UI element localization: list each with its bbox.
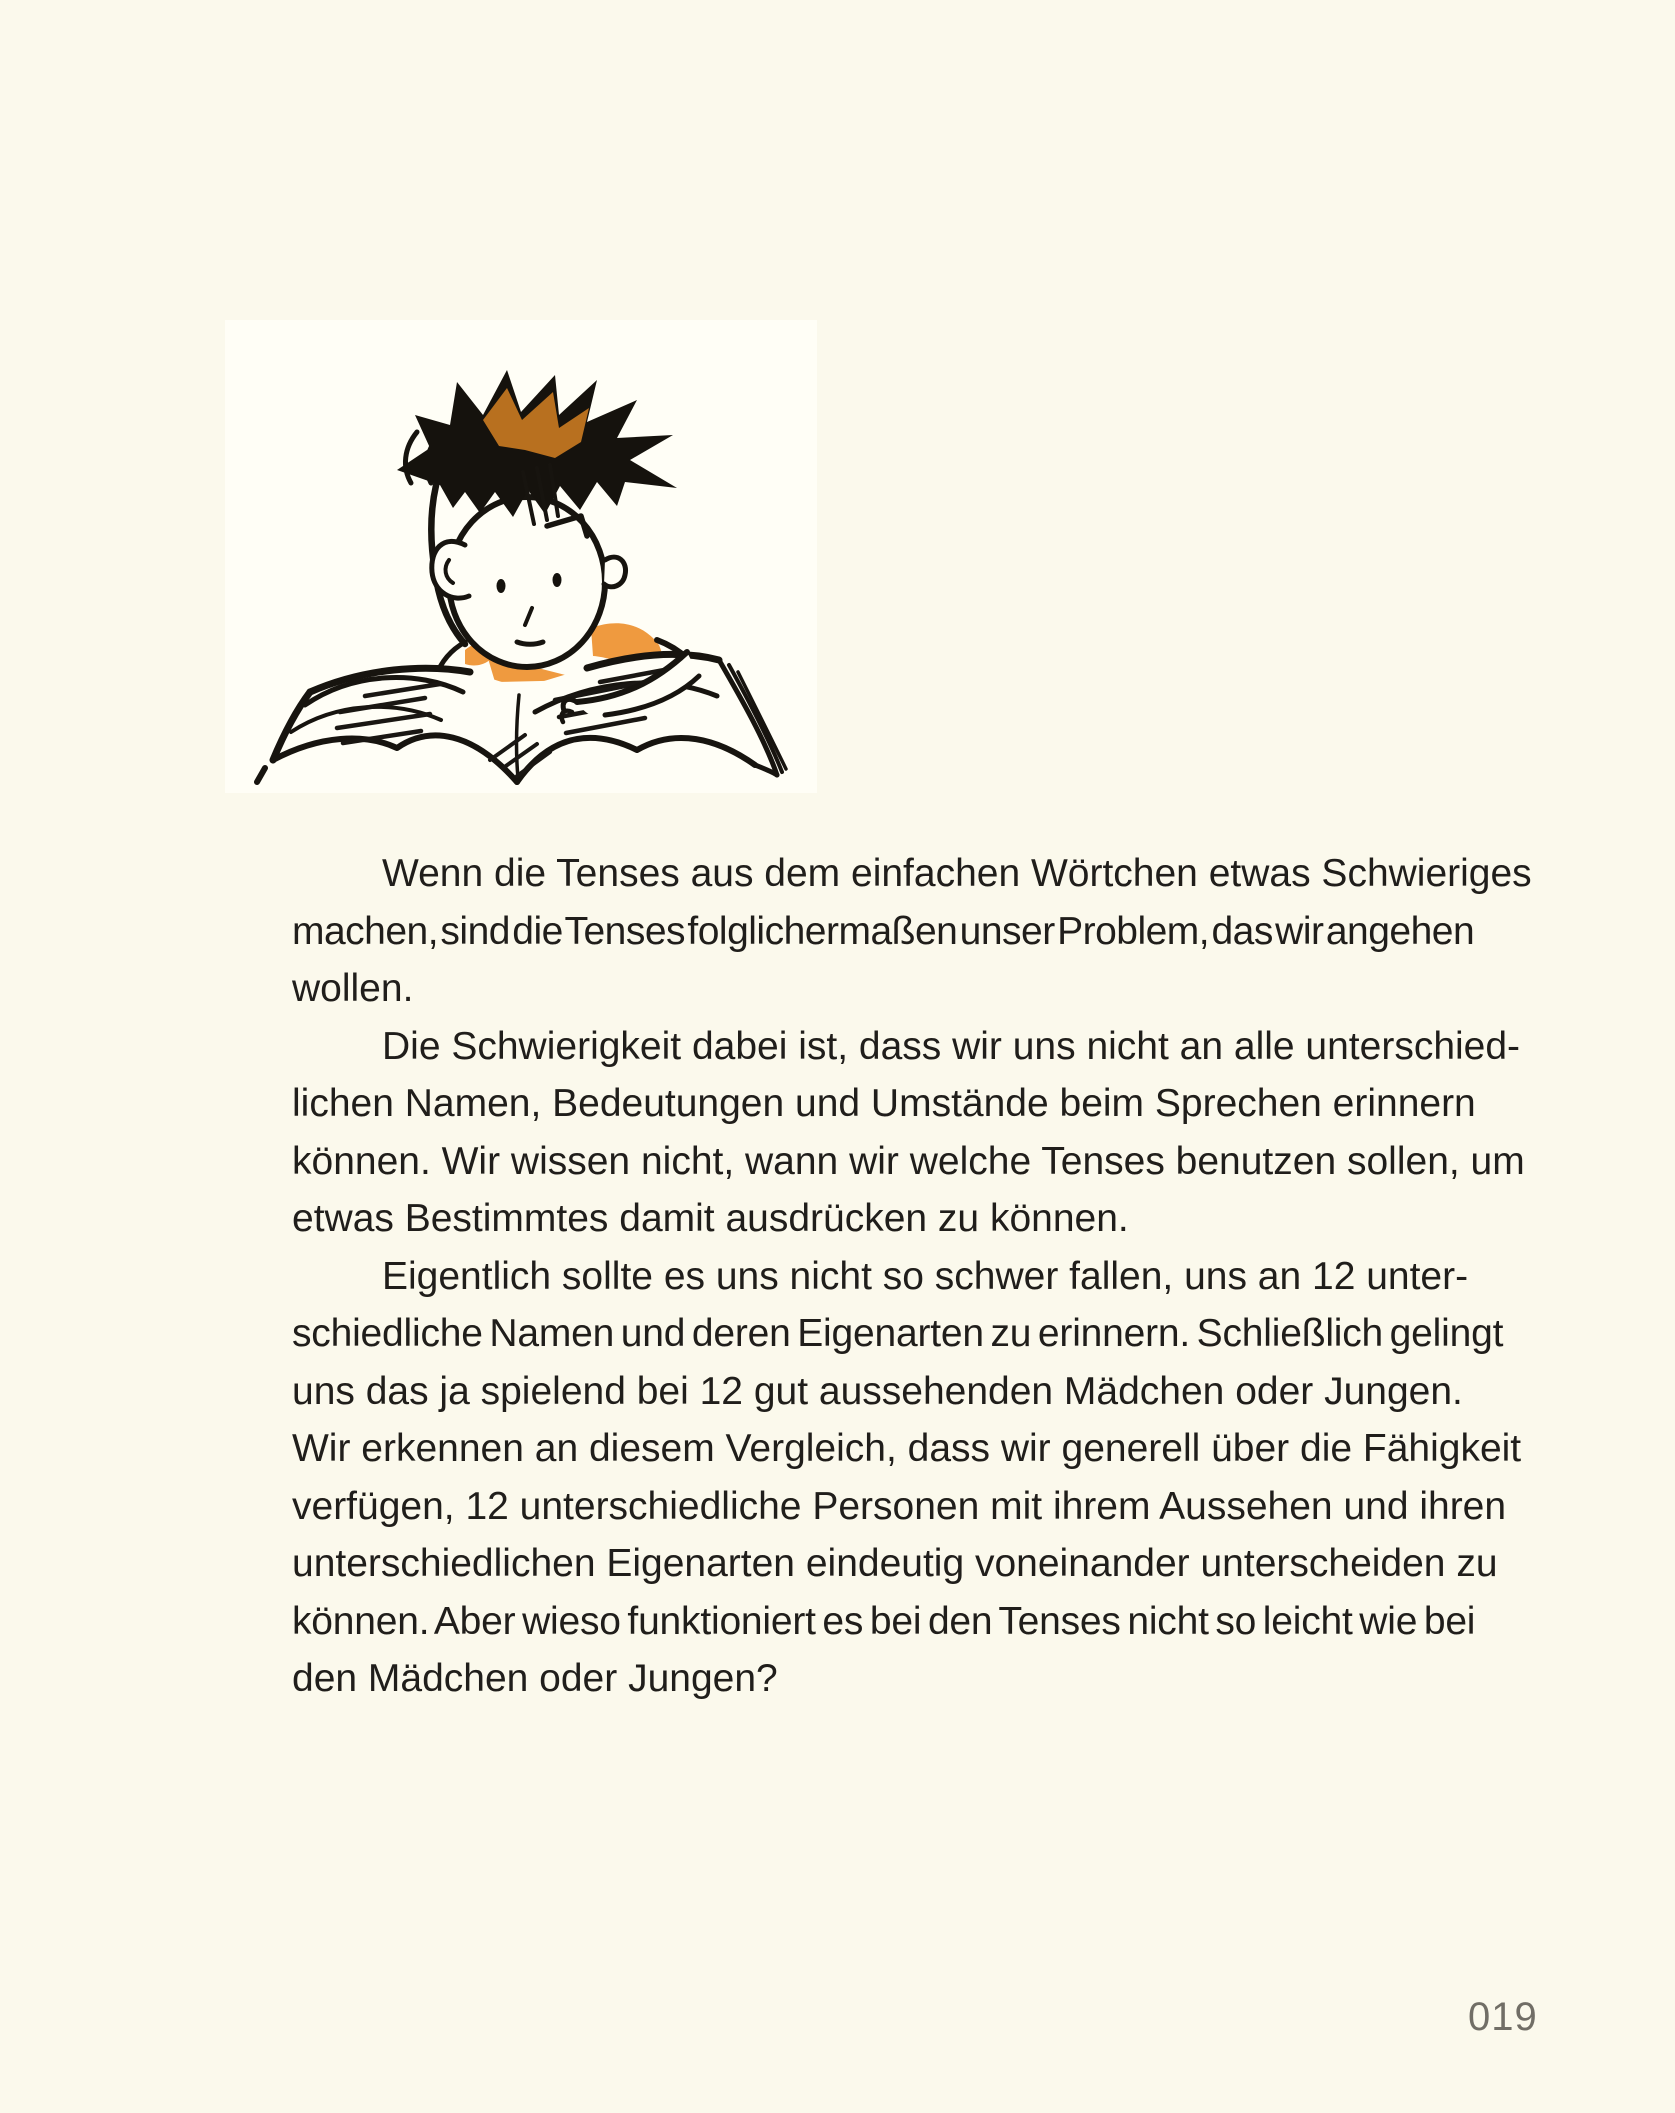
text-line-15: den Mädchen oder Jungen? [292, 1657, 778, 1700]
text-line-14: können. Aber wieso funktioniert es bei den Tenses nicht so leicht wie bei [292, 1599, 1476, 1643]
text-line-9: schiedliche Namen und deren Eigenarten zu erinnern. Schließlich gelingt [292, 1312, 1504, 1355]
text-line-1: Wenn die Tenses aus dem einfachen Wörtchen etwas Schwieriges [382, 852, 1532, 895]
text-line-11: Wir erkennen an diesem Vergleich, dass wir generell über die Fähigkeit [292, 1427, 1522, 1470]
boy-reading-book-illustration [225, 320, 817, 793]
text-line-10: uns das ja spielend bei 12 gut aussehenden Mädchen oder Jungen. [292, 1369, 1463, 1413]
body-text [292, 845, 1597, 1708]
text-line-6: können. Wir wissen nicht, wann wir welche Tenses benutzen sollen, um [292, 1139, 1525, 1183]
text-line-13: unterschiedlichen Eigenarten eindeutig voneinander unterscheiden zu [292, 1542, 1498, 1585]
text-line-2: machen, sind die Tenses folglichermaßen unser Problem, das wir angehen [292, 909, 1475, 953]
page-number: 019 [1468, 1995, 1538, 2039]
text-line-8: Eigentlich sollte es uns nicht so schwer fallen, uns an 12 unter- [382, 1254, 1469, 1298]
text-line-4: Die Schwierigkeit dabei ist, dass wir uns nicht an alle unterschied- [382, 1024, 1521, 1068]
boy-reading-book-drawing [225, 320, 817, 793]
text-line-3: wollen. [292, 967, 414, 1010]
text-line-5: lichen Namen, Bedeutungen und Umstände beim Sprechen erinnern [292, 1082, 1476, 1125]
boy-hair [397, 370, 677, 517]
text-line-12: verfügen, 12 unterschiedliche Personen mit ihrem Aussehen und ihren [292, 1484, 1507, 1528]
text-line-7: etwas Bestimmtes damit ausdrücken zu können. [292, 1197, 1129, 1240]
